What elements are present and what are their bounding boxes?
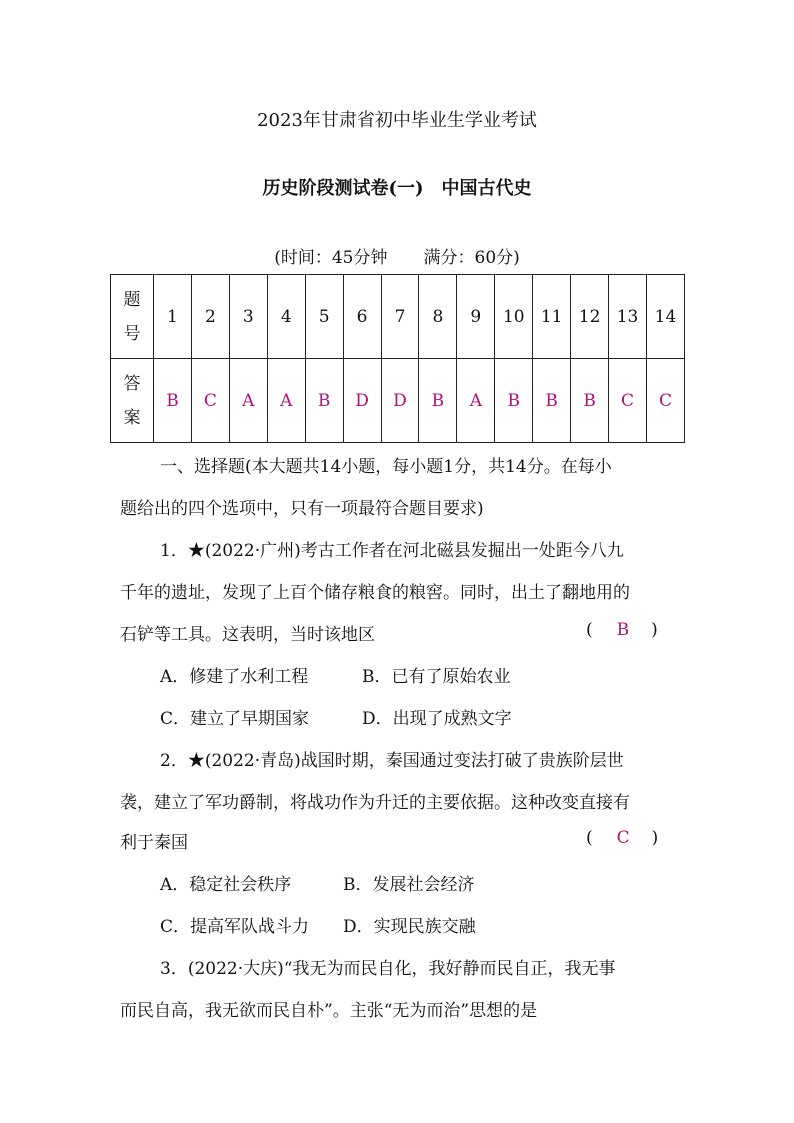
question-number: 5 xyxy=(305,275,343,359)
answer-cell: A xyxy=(229,359,267,443)
question-number-row xyxy=(111,275,685,359)
paper-subtitle: 历史阶段测试卷(一) 中国古代史 xyxy=(262,178,532,199)
question-1-line1: 1．★(2022·广州)考古工作者在河北磁县发掘出一处距今八九 xyxy=(160,541,624,561)
question-1-answer: B xyxy=(616,620,630,640)
question-number: 2 xyxy=(191,275,229,359)
question-2-answer: C xyxy=(616,828,630,848)
question-2-option-c: C．提高军队战斗力 xyxy=(160,917,310,937)
question-number: 9 xyxy=(457,275,495,359)
question-number: 4 xyxy=(267,275,305,359)
full-score: 满分：60分) xyxy=(423,248,520,268)
question-2-option-a: A．稳定社会秩序 xyxy=(160,875,292,895)
answer-cell: A xyxy=(457,359,495,443)
answer-cell: B xyxy=(154,359,192,443)
question-2-line2: 袭，建立了军功爵制，将战功作为升迁的主要依据。这种改变直接有 xyxy=(120,793,630,813)
question-2-option-d: D．实现民族交融 xyxy=(343,917,476,937)
answer-cell: C xyxy=(646,359,684,443)
answer-row-header: 答 案 xyxy=(111,359,154,443)
answer-cell: A xyxy=(267,359,305,443)
question-number: 6 xyxy=(343,275,381,359)
question-3-line1: 3．(2022·大庆)“我无为而民自化，我好静而民自正，我无事 xyxy=(160,959,616,979)
section-heading-line1: 一、选择题(本大题共14小题，每小题1分，共14分。在每小 xyxy=(160,457,612,477)
question-1-option-d: D．出现了成熟文字 xyxy=(362,709,512,729)
question-number: 13 xyxy=(609,275,647,359)
answer-cell: C xyxy=(609,359,647,443)
question-1-option-b: B．已有了原始农业 xyxy=(362,667,511,687)
answer-cell: B xyxy=(533,359,571,443)
time-limit: (时间：45分钟 xyxy=(274,248,388,268)
question-number: 12 xyxy=(571,275,609,359)
number-row-header: 题 号 xyxy=(111,275,154,359)
question-number: 11 xyxy=(533,275,571,359)
question-number: 7 xyxy=(381,275,419,359)
answer-cell: B xyxy=(495,359,533,443)
answer-cell: C xyxy=(191,359,229,443)
question-1-answer-bracket: ( B ) xyxy=(586,620,658,640)
answer-cell: B xyxy=(305,359,343,443)
question-1-line2: 千年的遗址，发现了上百个储存粮食的粮窖。同时，出土了翻地用的 xyxy=(120,583,630,603)
exam-title: 2023年甘肃省初中毕业生学业考试 xyxy=(257,110,537,131)
question-2-line3: 利于秦国 xyxy=(120,833,188,853)
answer-cell: D xyxy=(381,359,419,443)
answer-cell: B xyxy=(571,359,609,443)
answer-cell: B xyxy=(419,359,457,443)
question-2-option-b: B．发展社会经济 xyxy=(343,875,475,895)
question-number: 10 xyxy=(495,275,533,359)
question-number: 3 xyxy=(229,275,267,359)
question-1-line3: 石铲等工具。这表明，当时该地区 xyxy=(120,625,375,645)
answer-row xyxy=(111,359,685,443)
question-2-line1: 2．★(2022·青岛)战国时期，秦国通过变法打破了贵族阶层世 xyxy=(160,751,624,771)
question-1-option-c: C．建立了早期国家 xyxy=(160,709,310,729)
answer-cell: D xyxy=(343,359,381,443)
question-number: 8 xyxy=(419,275,457,359)
question-2-answer-bracket: ( C ) xyxy=(586,828,659,848)
question-3-line2: 而民自高，我无欲而民自朴”。主张“无为而治”思想的是 xyxy=(120,1001,538,1021)
question-1-option-a: A．修建了水利工程 xyxy=(160,667,309,687)
answer-table xyxy=(110,274,685,443)
question-number: 14 xyxy=(646,275,684,359)
section-heading-line2: 题给出的四个选项中，只有一项最符合题目要求) xyxy=(120,499,484,519)
question-number: 1 xyxy=(154,275,192,359)
time-score-line xyxy=(0,243,794,268)
